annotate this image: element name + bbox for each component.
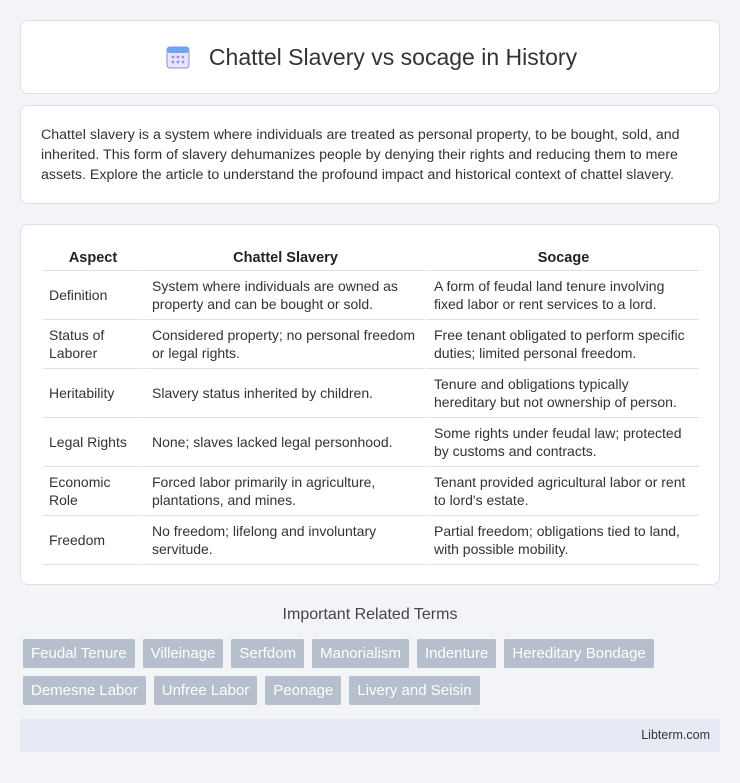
table-cell-chattel: Forced labor primarily in agriculture, plantations, and mines. [143,467,425,516]
tag-manorialism[interactable]: Manorialism [312,639,409,668]
intro-card [20,105,720,204]
footer [20,719,720,752]
table-cell-aspect: Freedom [43,516,143,565]
tag-livery-and-seisin[interactable]: Livery and Seisin [349,676,479,705]
table-row [43,271,699,320]
tag-row [23,639,703,668]
table-cell-aspect: Legal Rights [43,418,143,467]
table-row [43,467,699,516]
tag-villeinage[interactable]: Villeinage [143,639,224,668]
tag-serfdom[interactable]: Serfdom [231,639,304,668]
table-header-row [43,245,699,271]
related-terms-tags [23,639,703,713]
calendar-icon [163,42,193,72]
table-cell-aspect: Status of Laborer [43,320,143,369]
intro-text: Chattel slavery is a system where individuals are treated as personal property, to be bought, sold, and inherited. This form of slavery dehumanizes people by denying their rights and reducing them to mere assets. Explore the article to understand the profound impact and historical context of chattel slavery. [41,127,680,183]
table-cell-socage: Some rights under feudal law; protected by customs and contracts. [425,418,699,467]
table-cell-chattel: System where individuals are owned as property and can be bought or sold. [143,271,425,320]
column-header-chattel-slavery: Chattel Slavery [143,245,425,271]
table-cell-chattel: Considered property; no personal freedom or legal rights. [143,320,425,369]
table-cell-chattel: No freedom; lifelong and involuntary servitude. [143,516,425,565]
table-cell-chattel: Slavery status inherited by children. [143,369,425,418]
page-title: Chattel Slavery vs socage in History [208,43,578,70]
table-cell-aspect: Heritability [43,369,143,418]
tag-feudal-tenure[interactable]: Feudal Tenure [23,639,135,668]
comparison-table-card [20,224,720,585]
table-cell-chattel: None; slaves lacked legal personhood. [143,418,425,467]
footer-site-link[interactable]: Libterm.com [641,728,710,742]
table-row [43,516,699,565]
comparison-table [43,245,699,565]
header-card [20,20,720,94]
table-cell-aspect: Economic Role [43,467,143,516]
table-cell-socage: A form of feudal land tenure involving fixed labor or rent services to a lord. [425,271,699,320]
table-cell-socage: Partial freedom; obligations tied to land, with possible mobility. [425,516,699,565]
tag-indenture[interactable]: Indenture [417,639,496,668]
column-header-socage: Socage [425,245,699,271]
column-header-aspect: Aspect [43,245,143,271]
table-cell-socage: Free tenant obligated to perform specific duties; limited personal freedom. [425,320,699,369]
table-row [43,320,699,369]
related-terms-title: Important Related Terms [282,606,458,623]
table-cell-socage: Tenant provided agricultural labor or rent to lord's estate. [425,467,699,516]
table-row [43,369,699,418]
tag-row [23,676,703,705]
tag-hereditary-bondage[interactable]: Hereditary Bondage [504,639,653,668]
tag-unfree-labor[interactable]: Unfree Labor [154,676,258,705]
tag-demesne-labor[interactable]: Demesne Labor [23,676,146,705]
table-cell-aspect: Definition [43,271,143,320]
table-cell-socage: Tenure and obligations typically hereditary but not ownership of person. [425,369,699,418]
table-row [43,418,699,467]
tag-peonage[interactable]: Peonage [265,676,341,705]
